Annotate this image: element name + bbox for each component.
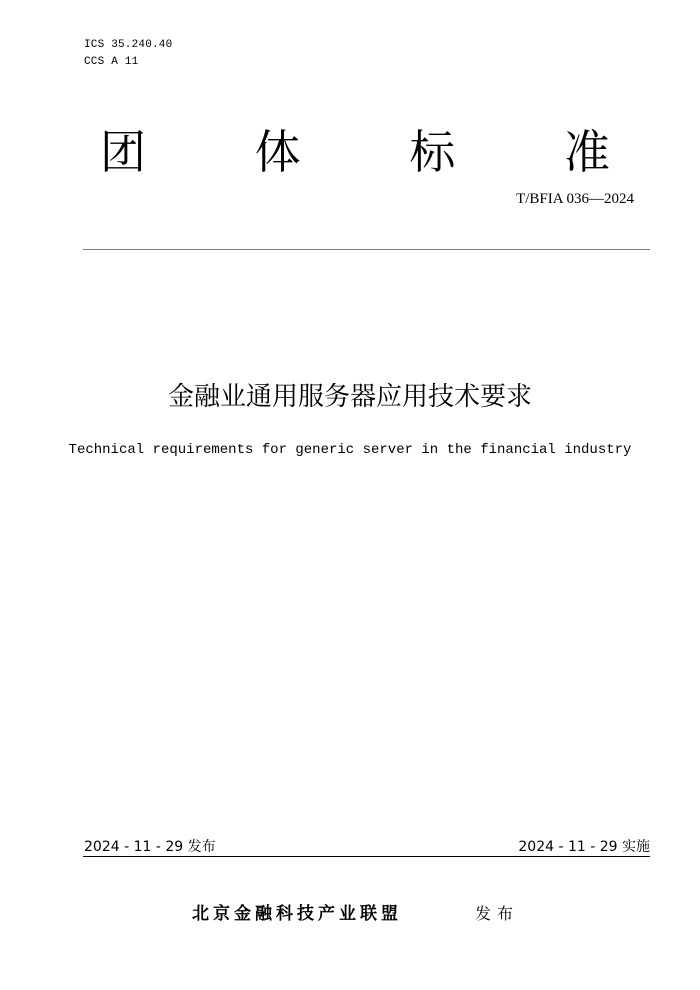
heading-char-4: 准 [563, 125, 610, 179]
heading-char-2: 体 [254, 125, 301, 179]
top-divider [83, 249, 650, 250]
release-date: 2024 - 11 - 29 发布 [84, 839, 216, 855]
heading-char-1: 团 [100, 125, 146, 179]
heading-char-3: 标 [409, 125, 456, 179]
english-title: Technical requirements for generic server in the financial industry [68, 442, 632, 458]
implementation-date: 2024 - 11 - 29 实施 [518, 839, 650, 855]
chinese-title: 金融业通用服务器应用技术要求 [167, 382, 532, 412]
ccs-code: CCS A 11 [84, 56, 139, 68]
standard-type-heading [95, 124, 615, 180]
issuer-organization: 北京金融科技产业联盟 [192, 904, 402, 924]
bottom-divider [83, 856, 650, 857]
issue-label: 发布 [475, 904, 520, 923]
ics-code: ICS 35.240.40 [84, 39, 173, 51]
standard-number: T/BFIA 036—2024 [516, 191, 634, 207]
